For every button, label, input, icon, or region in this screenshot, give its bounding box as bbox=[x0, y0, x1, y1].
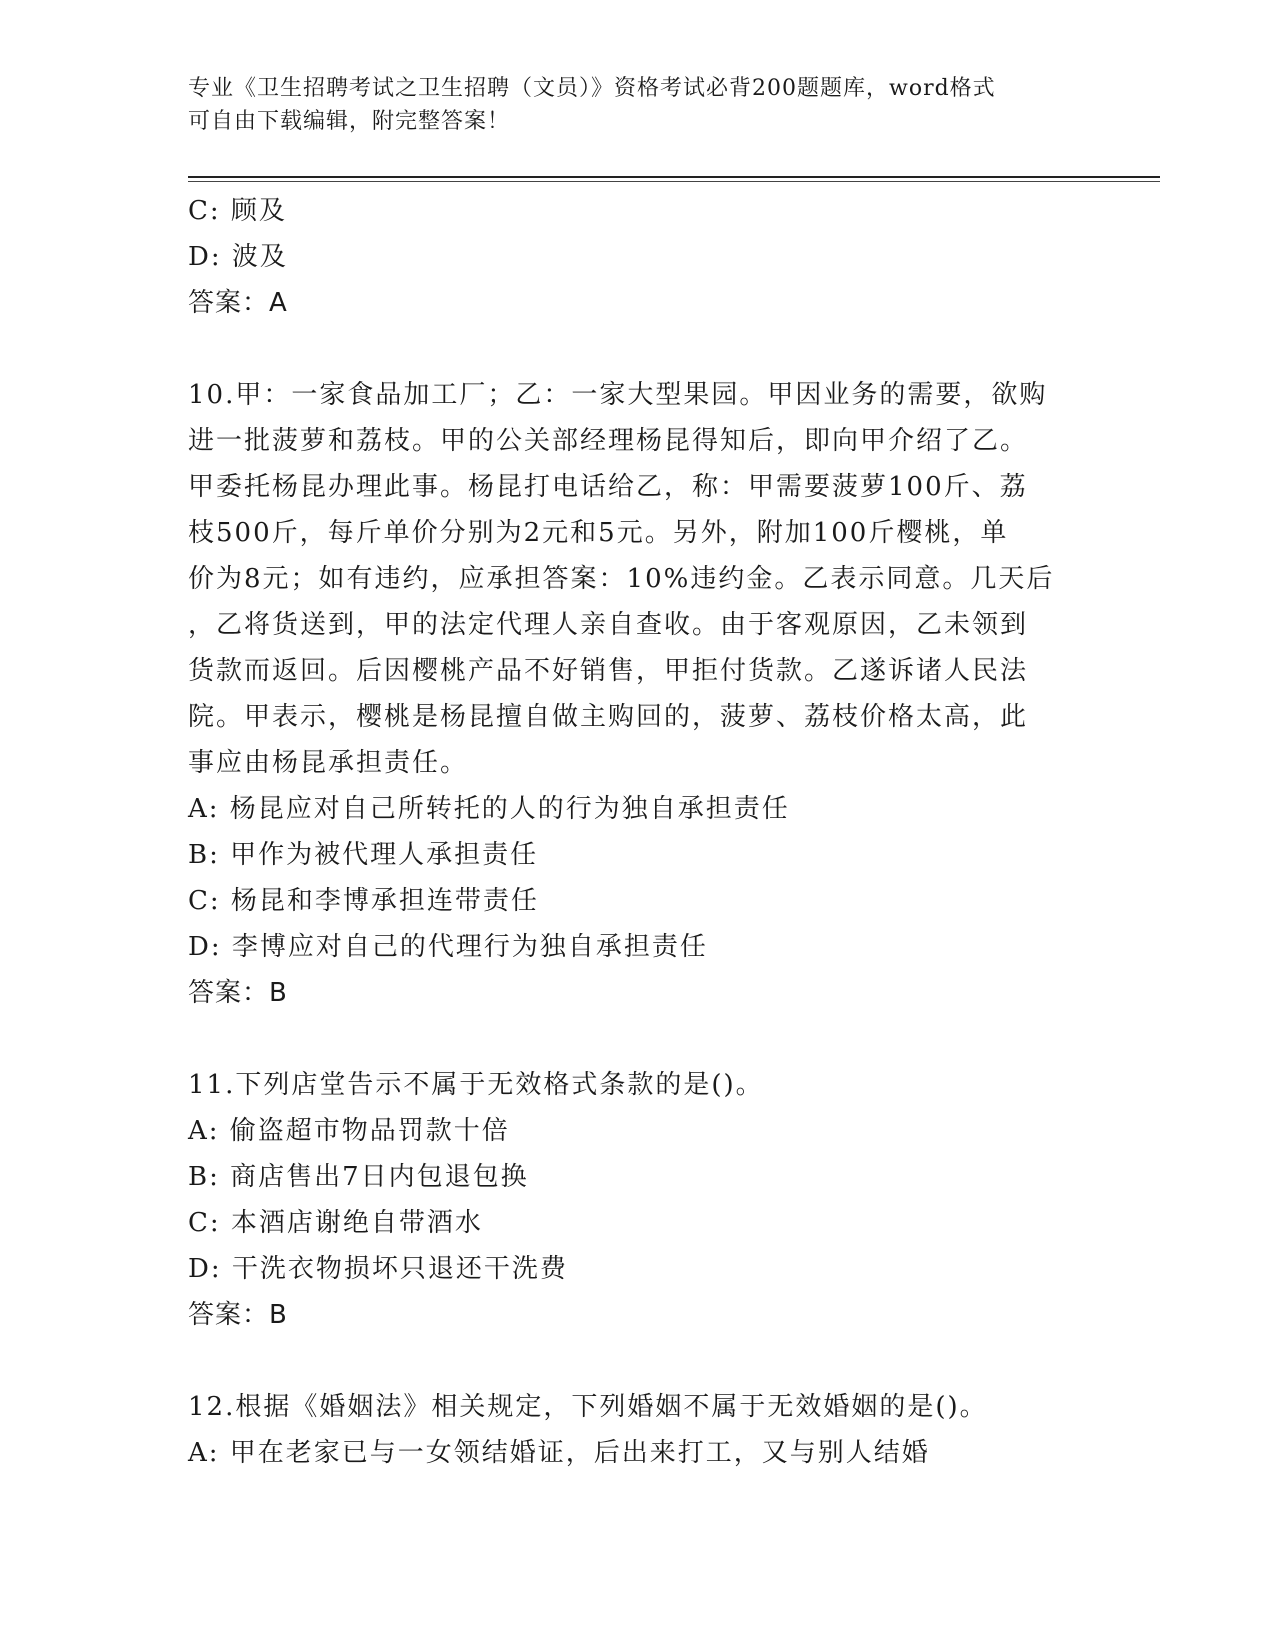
answer-line: 答案：B bbox=[188, 978, 288, 1008]
question-stem-line: 院。甲表示，樱桃是杨昆擅自做主购回的，菠萝、荔枝价格太高，此 bbox=[188, 702, 1029, 732]
header-divider-thick bbox=[188, 176, 1160, 178]
question-stem-line: 进一批菠萝和荔枝。甲的公关部经理杨昆得知后，即向甲介绍了乙。 bbox=[188, 426, 1029, 456]
answer-line: 答案：A bbox=[188, 288, 288, 318]
spacer bbox=[188, 1338, 1088, 1384]
header-divider-thin bbox=[188, 181, 1160, 182]
option-b: B: 商店售出7日内包退包换 bbox=[188, 1162, 529, 1192]
option-a: A: 偷盗超市物品罚款十倍 bbox=[188, 1116, 510, 1146]
document-header bbox=[188, 72, 1068, 138]
question-10 bbox=[188, 372, 1088, 1016]
option-d: D: 李博应对自己的代理行为独自承担责任 bbox=[188, 932, 708, 962]
header-title-line-1: 专业《卫生招聘考试之卫生招聘（文员）》资格考试必背200题题库，word格式 bbox=[188, 76, 996, 101]
question-stem-line: 枝500斤，每斤单价分别为2元和5元。另外，附加100斤樱桃，单 bbox=[188, 518, 1009, 548]
question-12 bbox=[188, 1384, 1088, 1476]
question-9-tail bbox=[188, 188, 1088, 326]
option-c: C: 顾及 bbox=[188, 196, 287, 226]
spacer bbox=[188, 1016, 1088, 1062]
option-a: A: 甲在老家已与一女领结婚证，后出来打工，又与别人结婚 bbox=[188, 1438, 930, 1468]
header-title-line-2: 可自由下载编辑，附完整答案！ bbox=[188, 109, 511, 134]
question-stem-line: ，乙将货送到，甲的法定代理人亲自查收。由于客观原因，乙未领到 bbox=[188, 610, 1029, 640]
option-d: D: 波及 bbox=[188, 242, 288, 272]
answer-line: 答案：B bbox=[188, 1300, 288, 1330]
question-stem-line: 事应由杨昆承担责任。 bbox=[188, 748, 469, 778]
option-c: C: 杨昆和李博承担连带责任 bbox=[188, 886, 539, 916]
question-stem-line: 货款而返回。后因樱桃产品不好销售，甲拒付货款。乙遂诉诸人民法 bbox=[188, 656, 1029, 686]
option-d: D: 干洗衣物损坏只退还干洗费 bbox=[188, 1254, 568, 1284]
question-stem: 12.根据《婚姻法》相关规定，下列婚姻不属于无效婚姻的是()。 bbox=[188, 1392, 988, 1422]
question-stem-line: 价为8元；如有违约，应承担答案：10%违约金。乙表示同意。几天后 bbox=[188, 564, 1055, 594]
spacer bbox=[188, 326, 1088, 372]
question-stem-line: 甲委托杨昆办理此事。杨昆打电话给乙，称：甲需要菠萝100斤、荔 bbox=[188, 472, 1028, 502]
question-stem: 11.下列店堂告示不属于无效格式条款的是()。 bbox=[188, 1070, 764, 1100]
option-b: B: 甲作为被代理人承担责任 bbox=[188, 840, 539, 870]
question-stem-line: 10.甲：一家食品加工厂；乙：一家大型果园。甲因业务的需要，欲购 bbox=[188, 380, 1048, 410]
question-11 bbox=[188, 1062, 1088, 1338]
document-body bbox=[188, 188, 1088, 1476]
option-c: C: 本酒店谢绝自带酒水 bbox=[188, 1208, 483, 1238]
option-a: A: 杨昆应对自己所转托的人的行为独自承担责任 bbox=[188, 794, 790, 824]
